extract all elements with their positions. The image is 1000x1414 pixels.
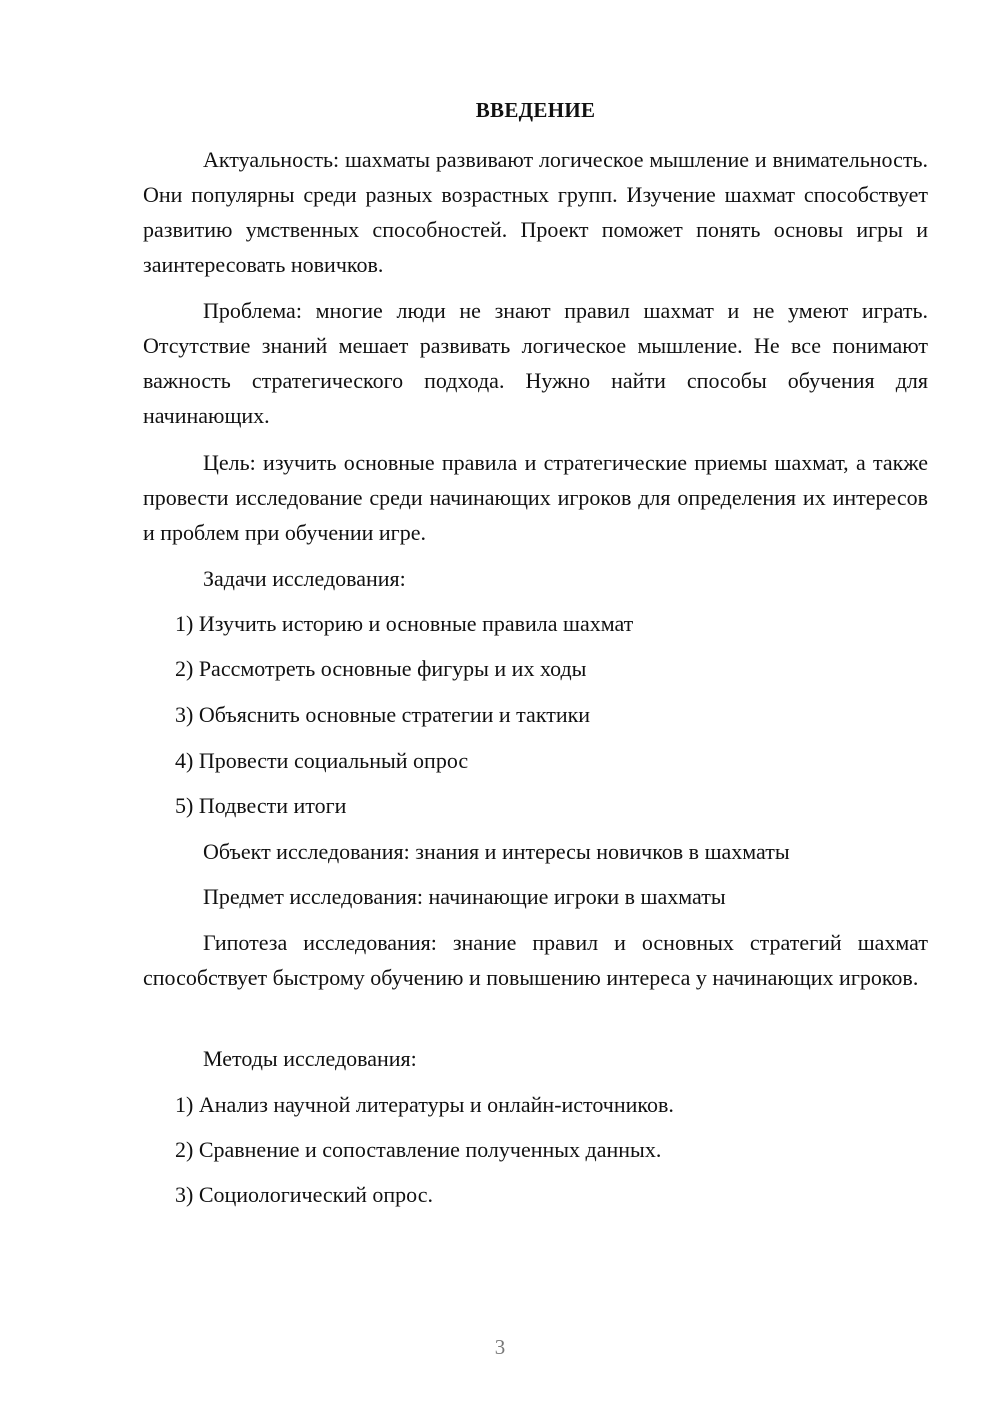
task-item: 2) Рассмотреть основные фигуры и их ходы (175, 656, 587, 681)
goal-paragraph: Цель: изучить основные правила и стратегические приемы шахмат, а также провести исследование среди начинающих игроков для определения их интересов и проблем при обучении игре. (143, 450, 928, 545)
method-item: 1) Анализ научной литературы и онлайн-источников. (175, 1092, 674, 1117)
task-item: 3) Объяснить основные стратегии и тактики (175, 702, 591, 727)
method-item: 3) Социологический опрос. (175, 1182, 433, 1207)
problem-paragraph: Проблема: многие люди не знают правил шахмат и не умеют играть. Отсутствие знаний мешает развивать логическое мышление. Не все понимают важность стратегического подхода. Нужно найти способы обучения для начинающих. (143, 298, 928, 428)
section-heading: ВВЕДЕНИЕ (475, 98, 596, 122)
tasks-title: Задачи исследования: (203, 566, 406, 591)
methods-title: Методы исследования: (203, 1046, 417, 1071)
research-object: Объект исследования: знания и интересы новичков в шахматы (203, 839, 790, 864)
task-item: 1) Изучить историю и основные правила шахмат (175, 611, 634, 636)
research-subject: Предмет исследования: начинающие игроки в шахматы (203, 884, 726, 909)
page-number: 3 (494, 1335, 506, 1359)
method-item: 2) Сравнение и сопоставление полученных данных. (175, 1137, 662, 1162)
relevance-paragraph: Актуальность: шахматы развивают логическое мышление и внимательность. Они популярны среди разных возрастных групп. Изучение шахмат способствует развитию умственных способностей. Проект поможет понять основы игры и заинтересовать новичков. (143, 147, 928, 277)
hypothesis-paragraph: Гипотеза исследования: знание правил и основных стратегий шахмат способствует быстрому обучению и повышению интереса у начинающих игроков. (143, 930, 928, 990)
task-item: 4) Провести социальный опрос (175, 748, 469, 773)
task-item: 5) Подвести итоги (175, 793, 347, 818)
